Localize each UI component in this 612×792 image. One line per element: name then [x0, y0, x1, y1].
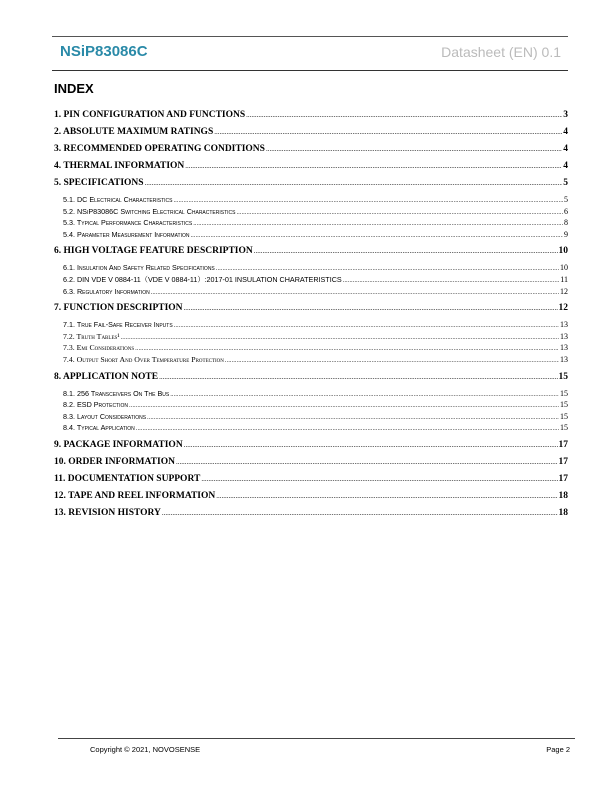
- toc-leader-dots: [216, 490, 557, 502]
- toc-leader-dots: [184, 302, 558, 314]
- toc-subentry-title: 6.2. DIN VDE V 0884-11（VDE V 0884-11）:2017-01 INSULATION CHARATERISTICS: [63, 274, 342, 284]
- toc-leader-dots: [135, 342, 559, 354]
- toc-leader-dots: [246, 109, 562, 121]
- toc-subentry-title: 5.1. DC Electrical Characteristics: [63, 195, 173, 204]
- toc-subentry[interactable]: [63, 331, 568, 343]
- toc-subentry[interactable]: [63, 286, 568, 298]
- toc-subentry-title: 8.2. ESD Protection: [63, 400, 128, 410]
- toc-subentry-page: 8: [564, 218, 568, 228]
- toc-leader-dots: [147, 411, 559, 423]
- toc-entry[interactable]: [54, 177, 568, 189]
- toc-entry-title: 12. TAPE AND REEL INFORMATION: [54, 490, 216, 501]
- toc-entry-title: 7. FUNCTION DESCRIPTION: [54, 303, 183, 314]
- toc-subentry-page: 13: [560, 331, 568, 341]
- toc-entry[interactable]: [54, 371, 568, 383]
- toc-subentry-page: 12: [560, 286, 568, 296]
- toc-subentry[interactable]: [63, 411, 568, 423]
- toc-entry-title: 9. PACKAGE INFORMATION: [54, 439, 183, 450]
- page-number: Page 2: [546, 745, 570, 754]
- toc-entry[interactable]: [54, 473, 568, 485]
- copyright-notice: Copyright © 2021, NOVOSENSE: [90, 745, 201, 754]
- toc-leader-dots: [343, 274, 560, 286]
- toc-leader-dots: [136, 422, 559, 434]
- toc-leader-dots: [129, 399, 559, 411]
- toc-entry-title: 1. PIN CONFIGURATION AND FUNCTIONS: [54, 110, 246, 120]
- toc-subentry[interactable]: [63, 194, 568, 206]
- toc-subentry-page: 15: [560, 411, 568, 421]
- toc-subentry[interactable]: [63, 217, 568, 229]
- toc-subentry-page: 10: [560, 263, 568, 273]
- toc-entry-title: 5. SPECIFICATIONS: [54, 178, 144, 188]
- toc-subentry-page: 13: [560, 354, 568, 364]
- toc-subentry-page: 11: [560, 274, 568, 284]
- toc-subentry-page: 5: [564, 195, 568, 204]
- toc-entry-page: 17: [558, 473, 568, 484]
- toc-subentry[interactable]: [63, 388, 568, 400]
- toc-subentry-title: 8.1. 256 Transceivers On The Bus: [63, 388, 170, 398]
- toc-entry-page: 17: [558, 456, 568, 467]
- toc-leader-dots: [266, 143, 562, 155]
- toc-entry-page: 18: [558, 507, 568, 518]
- toc-subentry[interactable]: [63, 319, 568, 331]
- toc-entry-page: 18: [558, 490, 568, 501]
- toc-subentry-page: 13: [560, 320, 568, 330]
- toc-leader-dots: [173, 194, 563, 206]
- toc-leader-dots: [201, 473, 557, 485]
- toc-entry[interactable]: [54, 302, 568, 314]
- toc-entry-title: 11. DOCUMENTATION SUPPORT: [54, 473, 201, 484]
- toc-subentry-title: 5.4. Parameter Measurement Information: [63, 229, 190, 239]
- footer-rule: [58, 738, 575, 739]
- toc-subentry-page: 15: [560, 423, 568, 433]
- toc-leader-dots: [184, 439, 558, 451]
- toc-entry-page: 3: [563, 110, 568, 120]
- toc-subentry[interactable]: [63, 262, 568, 274]
- toc-entry-page: 5: [563, 178, 568, 188]
- toc-subentry[interactable]: [63, 274, 568, 286]
- toc-subentry[interactable]: [63, 354, 568, 366]
- toc-leader-dots: [151, 286, 559, 298]
- toc-entry[interactable]: [54, 126, 568, 138]
- toc-leader-dots: [159, 371, 557, 383]
- toc-subentry-title: 5.3. Typical Performance Characteristics: [63, 218, 193, 228]
- toc-leader-dots: [176, 456, 558, 468]
- toc-entry-page: 4: [563, 127, 568, 137]
- toc-entry-title: 10. ORDER INFORMATION: [54, 456, 175, 467]
- toc-entry-title: 13. REVISION HISTORY: [54, 507, 161, 518]
- toc-subentry-title: 8.3. Layout Considerations: [63, 411, 147, 421]
- toc-entry[interactable]: [54, 245, 568, 257]
- toc-entry-title: 3. RECOMMENDED OPERATING CONDITIONS: [54, 144, 265, 154]
- document-part-number: NSiP83086C: [60, 43, 148, 60]
- header-top-rule: [52, 36, 568, 37]
- toc-entry-title: 4. THERMAL INFORMATION: [54, 161, 185, 171]
- index-heading: INDEX: [54, 81, 94, 96]
- toc-leader-dots: [162, 507, 558, 519]
- toc-subentry-page: 13: [560, 343, 568, 353]
- document-type-label: Datasheet (EN) 0.1: [441, 44, 561, 60]
- toc-subentry-title: 7.1. True Fail-Safe Receiver Inputs: [63, 320, 173, 330]
- toc-entry-page: 10: [558, 246, 568, 257]
- toc-subentry-title: 5.2. NSiP83086C Switching Electrical Characteristics: [63, 206, 236, 216]
- toc-subentry-title: 7.2. Truth Tables¹: [63, 331, 120, 341]
- toc-subentry[interactable]: [63, 342, 568, 354]
- toc-subentry-title: 7.3. Emi Considerations: [63, 343, 135, 353]
- toc-leader-dots: [121, 331, 559, 343]
- toc-subentry-title: 6.3. Regulatory Information: [63, 286, 150, 296]
- toc-subentry[interactable]: [63, 422, 568, 434]
- toc-subentry-title: 7.4. Output Short And Over Temperature Protection: [63, 354, 224, 364]
- toc-entry-title: 6. HIGH VOLTAGE FEATURE DESCRIPTION: [54, 246, 253, 257]
- toc-subentry[interactable]: [63, 399, 568, 411]
- toc-leader-dots: [185, 160, 562, 172]
- toc-subentry[interactable]: [63, 229, 568, 241]
- toc-entry[interactable]: [54, 439, 568, 451]
- toc-leader-dots: [237, 206, 564, 218]
- toc-leader-dots: [170, 388, 559, 400]
- toc-entry-page: 17: [558, 439, 568, 450]
- toc-entry[interactable]: [54, 143, 568, 155]
- toc-entry[interactable]: [54, 456, 568, 468]
- toc-leader-dots: [216, 262, 559, 274]
- toc-entry-page: 4: [563, 161, 568, 171]
- toc-subentry-title: 6.1. Insulation And Safety Related Specifications: [63, 263, 215, 273]
- toc-entry-page: 12: [558, 303, 568, 314]
- toc-subentry-title: 8.4. Typical Application: [63, 423, 135, 433]
- toc-leader-dots: [191, 229, 563, 241]
- toc-leader-dots: [214, 126, 562, 138]
- toc-subentry-page: 15: [560, 400, 568, 410]
- toc-entry[interactable]: [54, 160, 568, 172]
- toc-entry[interactable]: [54, 507, 568, 519]
- toc-entry[interactable]: [54, 109, 568, 121]
- toc-subentry-page: 9: [564, 229, 568, 239]
- toc-entry-title: 2. ABSOLUTE MAXIMUM RATINGS: [54, 127, 214, 137]
- toc-subentry-page: 6: [564, 206, 568, 216]
- toc-leader-dots: [254, 245, 558, 257]
- toc-leader-dots: [193, 217, 563, 229]
- toc-leader-dots: [174, 319, 559, 331]
- header-bottom-rule: [52, 70, 568, 71]
- toc-leader-dots: [225, 354, 559, 366]
- toc-subentry-page: 15: [560, 388, 568, 398]
- toc-leader-dots: [145, 177, 563, 189]
- toc-entry-page: 4: [563, 144, 568, 154]
- toc-entry[interactable]: [54, 490, 568, 502]
- toc-entry-page: 15: [558, 371, 568, 382]
- toc-entry-title: 8. APPLICATION NOTE: [54, 371, 159, 382]
- table-of-contents: [54, 104, 568, 524]
- toc-subentry[interactable]: [63, 206, 568, 218]
